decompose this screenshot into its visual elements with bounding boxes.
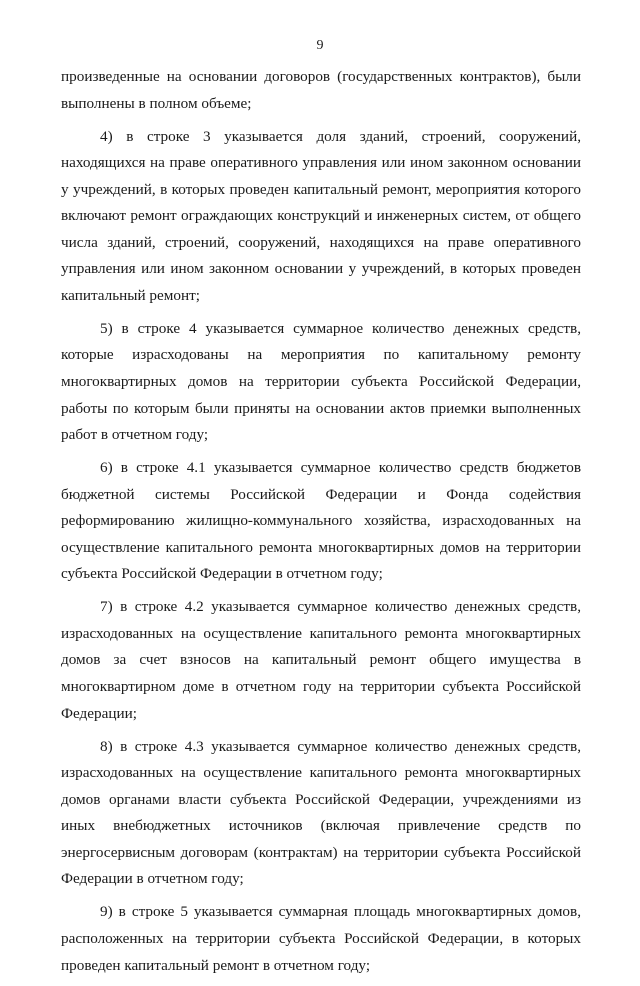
paragraph-item-5: 5) в строке 4 указывается суммарное количество денежных средств, которые израсходованы на мероприятия по капитальному ремонту многоквартирных домов на территории субъекта Российской Федерации, работы по которым были приняты на основании актов приемки выполненных работ в отчетном году;	[61, 319, 581, 444]
paragraph-continuation: произведенные на основании договоров (государственных контрактов), были выполнены в полном объеме;	[61, 68, 581, 112]
paragraph-item-4: 4) в строке 3 указывается доля зданий, строений, сооружений, находящихся на праве оперативного управления или ином законном основании у учреждений, в которых проведен капитальный ремонт, мероприятия которого включают ремонт ограждающих конструкций и инженерных систем, от общего числа зданий, строений, сооружений, находящихся на праве оперативного управления или ином законном основании у учреждений, в которых проведен капитальный ремонт;	[61, 127, 581, 304]
document-body	[61, 64, 581, 986]
paragraph-item-8: 8) в строке 4.3 указывается суммарное количество денежных средств, израсходованных на осуществление капитального ремонта многоквартирных домов органами власти субъекта Российской Федерации, учреждениями из иных внебюджетных источников (включая привлечение средств по энергосервисным договорам (контрактам) на территории субъекта Российской Федерации в отчетном году;	[61, 737, 581, 888]
page-number: 9	[316, 38, 324, 53]
paragraph-item-6: 6) в строке 4.1 указывается суммарное количество средств бюджетов бюджетной системы Российской Федерации и Фонда содействия реформированию жилищно-коммунального хозяйства, израсходованных на осуществление капитального ремонта многоквартирных домов на территории субъекта Российской Федерации в отчетном году;	[61, 459, 581, 583]
paragraph-item-7: 7) в строке 4.2 указывается суммарное количество денежных средств, израсходованных на осуществление капитального ремонта многоквартирных домов за счет взносов на капитальный ремонт общего имущества в многоквартирном доме в отчетном году на территории субъекта Российской Федерации;	[61, 598, 581, 722]
paragraph-item-9: 9) в строке 5 указывается суммарная площадь многоквартирных домов, расположенных на территории субъекта Российской Федерации, в которых проведен капитальный ремонт в отчетном году;	[61, 903, 581, 974]
